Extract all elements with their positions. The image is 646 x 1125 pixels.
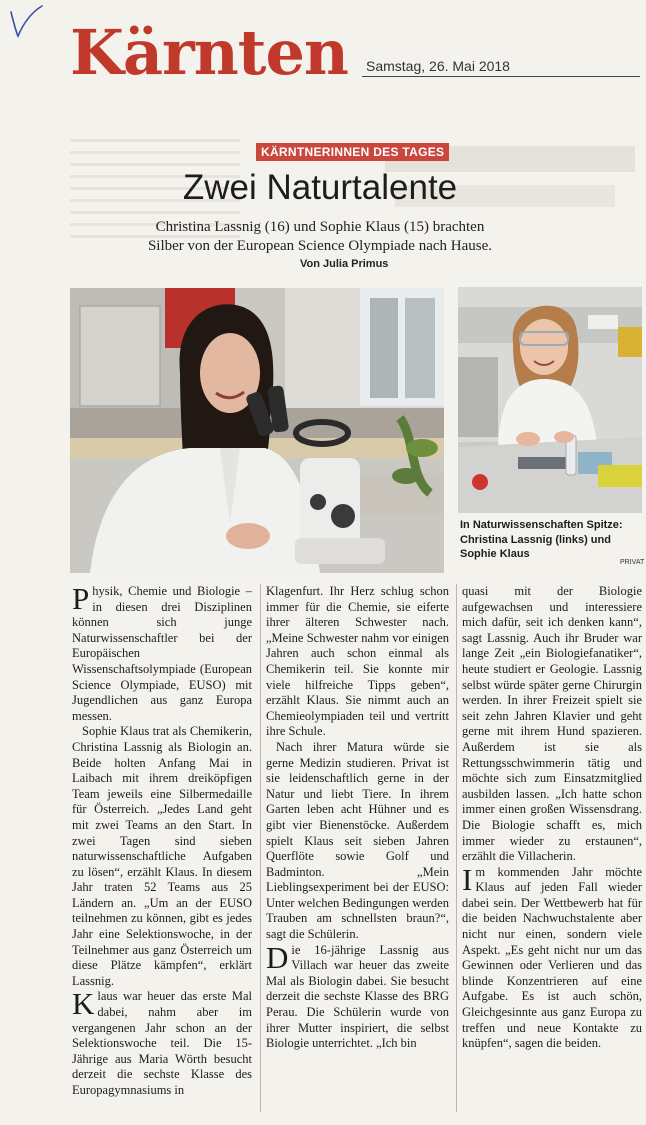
article-paragraph: Nach ihrer Matura würde sie gerne Medizin studieren. Privat ist sie leidenschaftlich gerne in der Natur und liebt Tiere. In ihrem Garten leben acht Hühner und es gibt vier Bienenstöcke. Außerdem spielt Klaus seit sieben Jahren Querflöte sowie Golf und Badminton. „Mein Lieblingsexperiment bei der EUSO: Unter welchen Bedingungen werden Trauben am schnellsten braun?“, sagt die Schülerin. [266,739,449,942]
photo-credit: PRIVAT [620,559,645,566]
photo-christina-microscope [70,288,444,573]
bleed-through-heading [385,108,635,172]
article-paragraph: Sophie Klaus trat als Chemikerin, Christina Lassnig als Biologin an. Beide holten Anfang Mai in Laibach mit ihrem dreiköpfigen Team jeweils eine Silbermedaille für Österreich. „Jedes Land geht mit zwei Teams an den Start. In zwei Tagen sind sieben naturwissenschaftliche Aufgaben zu lösen“, erzählt Klaus. In diesem Jahr traten 52 Teams aus 25 Ländern an. „Um an der EUSO teilnehmen zu können, gibt es jedes Jahr eine Selektionswoche, in der Teilnehmer aus ganz Österreich um diese Plätze kämpfen“, erklärt Lassnig. [72,724,252,988]
article-paragraph: Im kommenden Jahr möchte Klaus auf jeden Fall wieder dabei sein. Der Wettbewerb hat für die beiden Nachwuchstalente aber nicht nur einen, sondern viele Aspekt. „Es geht nicht nur um das Gewinnen oder Verlieren und das blinde Konzentrieren auf eine Aufgabe. Es ist auch schön, Gleichgesinnte aus ganz Europa zu treffen und neue Kontakte zu knüpfen“, sagen die beiden. [462,861,642,1051]
kicker-label: KÄRNTNERINNEN DES TAGES [256,143,449,161]
column-rule [456,584,457,1112]
drop-cap: I [462,861,473,897]
masthead-rule [362,76,640,77]
article-column-2 [266,584,449,1052]
drop-cap: D [266,939,289,975]
article-paragraph: Physik, Chemie und Biologie – in diesen drei Disziplinen können sich junge Naturwissenschaftler bei der Europäischen Wissenschaftsolympiade (European Science Olympiade, EUSO) mit Jugendlichen aus ganz Europa messen. [72,581,252,723]
article-paragraph: Die 16-jährige Lassnig aus Villach war heuer das zweite Mal als Biologin dabei. Sie besucht derzeit die sechste Klasse des BRG Perau. Die Schülerin wurde von ihrer Mutter inspiriert, die selbst Biologie unterrichtet. „Ich bin [266,939,449,1051]
handwritten-check-mark [6,2,46,42]
column-rule [260,584,261,1112]
article-column-3 [462,584,642,1052]
article-paragraph: Klagenfurt. Ihr Herz schlug schon immer für die Chemie, sie eiferte ihrer älteren Schwester nach. „Meine Schwester nahm vor einigen Jahren auch schon einmal als Chemikerin teil. Sie konnte mir viele hilfreiche Tipps geben“, erzählt Klaus. Sie nimmt auch an Chemieolympiaden teil und vertritt ihre Schule. [266,584,449,739]
article-headline: Zwei Naturtalente [182,168,458,207]
article-paragraph: Klaus war heuer das erste Mal dabei, nahm aber im vergangenen Jahr schon an der Selektionswoche teil. Die 15-Jährige aus Maria Wörth besucht derzeit die sechste Klasse des Europagymnasiums in [72,986,252,1097]
section-masthead: Kärnten [70,16,348,89]
drop-cap: K [72,986,95,1022]
article-subhead-line-1: Christina Lassnig (16) und Sophie Klaus (15) brachten [155,219,485,235]
photo-caption: In Naturwissenschaften Spitze: Christina Lassnig (links) und Sophie Klaus [460,519,623,561]
article-column-1 [72,581,252,1099]
article-subhead-line-2: Silber von der European Science Olympiade nach Hause. [147,238,493,254]
photo-sophie-lab [458,287,642,513]
issue-date: Samstag, 26. Mai 2018 [366,58,510,74]
article-paragraph: quasi mit der Biologie aufgewachsen und interessiere mich dafür, seit ich denken kann“, sagt Lassnig. Auch ihr Bruder war lange Zeit „ein Biologiefanatiker“, heute studiert er Geologie. Lassnig selbst würde später gerne Chirurgin werden. In ihrer Freizeit spielt sie seit zehn Jahren Klavier und geht gerne mit ihrem Hund spazieren. Außerdem ist sie als Rettungsschwimmerin tätig und möchte sich zum Einsatzmitglied ausbilden lassen. „Ich hatte schon immer einen großen Wissensdrang. Die Biologie schafft es, mich immer wieder zu erstaunen“, erzählt die Villacherin. [462,584,642,864]
drop-cap: P [72,581,90,616]
article-byline: Von Julia Primus [300,258,389,270]
